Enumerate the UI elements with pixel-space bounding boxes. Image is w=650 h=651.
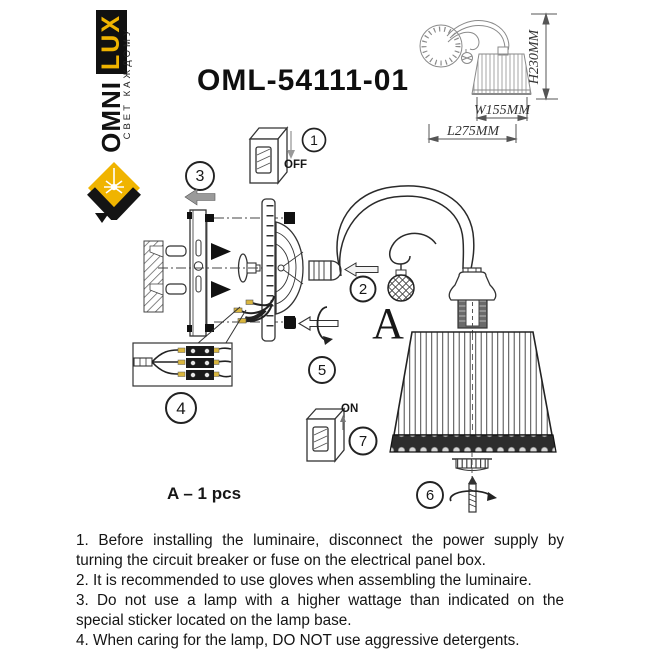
instruction-step: 1. Before installing the luminaire, disconnect the power supply by turning the circuit breaker or fuse on the electrical panel box. (76, 532, 564, 569)
svg-text:7: 7 (358, 433, 368, 450)
canopy-screw (284, 212, 295, 224)
dim-width-label: W155MM (474, 103, 530, 118)
parts-count-note: A – 1 pcs (167, 484, 242, 503)
bracket-screw (205, 214, 214, 222)
step4-wiring (133, 343, 232, 386)
wall-section (95, 213, 186, 312)
instructions-block (76, 531, 564, 651)
step7-switch-on (307, 409, 346, 461)
switch-on-label: ON (341, 403, 359, 415)
svg-text:4: 4 (176, 399, 186, 418)
arrow-left-icon (185, 189, 215, 205)
page-title: OML-54111-01 (197, 64, 410, 97)
instruction-step: 2. It is recommended to use gloves when assembling the luminaire. (76, 572, 532, 589)
step1-switch-off (250, 128, 295, 183)
step2-arm (309, 186, 474, 301)
wall-plug (166, 246, 186, 256)
svg-text:3: 3 (195, 168, 205, 185)
assembly-diagram (85, 110, 620, 522)
svg-text:2: 2 (358, 281, 368, 298)
step6-finial (450, 452, 497, 512)
crystal-band (390, 435, 556, 452)
lamp-shade (390, 332, 556, 452)
anchor-screw (211, 243, 231, 260)
step5-nut (284, 307, 338, 345)
crystal-ball (388, 275, 414, 301)
dim-length-label: L275MM (446, 124, 500, 139)
wire-tip (178, 372, 185, 377)
terminal-block (186, 346, 214, 380)
brand-lux-label: LUX (97, 14, 125, 70)
arrow-left-icon (345, 263, 378, 276)
mini-lamp-art (420, 21, 531, 94)
wire-tip (178, 360, 185, 365)
svg-text:5: 5 (317, 362, 327, 379)
arrow-down-icon (287, 150, 295, 159)
wall-pointer-icon (95, 213, 109, 223)
wire-tip (246, 300, 253, 305)
lamp-socket (449, 268, 496, 338)
brand-omni-label: OMNI (96, 81, 126, 153)
anchor-screw (211, 281, 231, 298)
instruction-step: 4. When caring for the lamp, DO NOT use aggressive detergents. (76, 632, 520, 649)
wire-tip (178, 348, 185, 353)
switch-off-label: OFF (284, 159, 307, 171)
instruction-step: 3. Do not use a lamp with a higher wattage than indicated on the special sticker located on the lamp base. (76, 592, 564, 629)
svg-text:6: 6 (425, 487, 435, 504)
wall-plug (166, 284, 186, 294)
svg-text:1: 1 (310, 132, 318, 148)
brand-tagline: СВЕТ КАЖДОМУ (122, 27, 133, 140)
dim-height-label: H230MM (527, 29, 542, 85)
part-a-label: A (372, 299, 404, 348)
